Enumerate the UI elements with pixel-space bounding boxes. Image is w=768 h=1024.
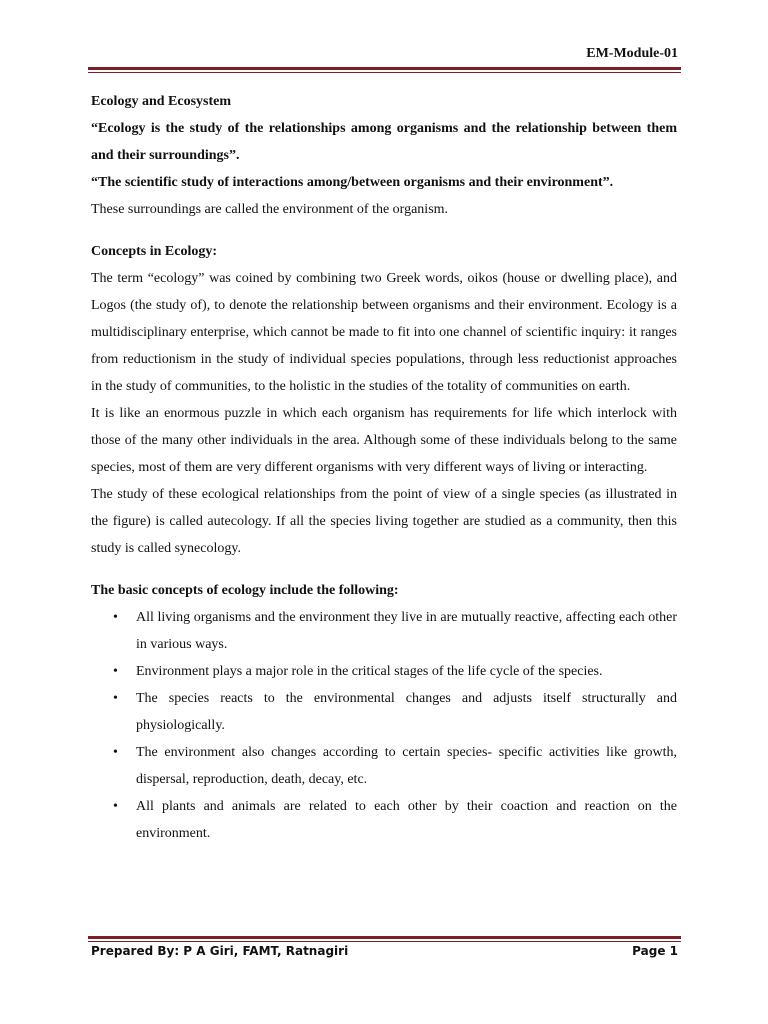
bullet-icon: • (113, 691, 118, 706)
list-item-text: All living organisms and the environment they live in are mutually reactive, affecting each other in various ways. (136, 610, 677, 652)
bullet-icon: • (113, 745, 118, 760)
list-item (91, 604, 677, 658)
definition-1: “Ecology is the study of the relationships among organisms and the relationship between them and their surroundings”. (91, 121, 677, 163)
intro-sentence: These surroundings are called the environment of the organism. (91, 202, 449, 217)
prepared-by: Prepared By: P A Giri, FAMT, Ratnagiri (91, 944, 349, 958)
list-item (91, 685, 677, 739)
document-body (91, 88, 677, 847)
bullet-icon: • (113, 799, 118, 814)
bullet-icon: • (113, 664, 118, 679)
list-item (91, 739, 677, 793)
paragraph-etymology: The term “ecology” was coined by combining two Greek words, oikos (house or dwelling place), and Logos (the study of), to denote the relationship between organisms and their environment. Ecology is a multidisciplinary enterprise, which cannot be made to fit into one channel of scientific inquiry: it ranges from reductionism in the study of individual species populations, through less reductionist approaches in the study of communities, to the holistic in the studies of the totality of communities on earth. (91, 271, 677, 394)
list-item (91, 658, 677, 685)
list-item (91, 793, 677, 847)
page-number: Page 1 (632, 944, 678, 958)
list-item-text: The species reacts to the environmental changes and adjusts itself structurally and physiologically. (136, 691, 677, 733)
document-title: Ecology and Ecosystem (91, 94, 231, 109)
paragraph-puzzle: It is like an enormous puzzle in which each organism has requirements for life which interlock with those of the many other individuals in the area. Although some of these individuals belong to the same species, most of them are very different organisms with very different ways of living or interacting. (91, 406, 677, 475)
concepts-heading: Concepts in Ecology: (91, 244, 217, 259)
module-header: EM-Module-01 (586, 46, 678, 61)
paragraph-autecology: The study of these ecological relationships from the point of view of a single species (as illustrated in the figure) is called autecology. If all the species living together are studied as a community, then this study is called synecology. (91, 487, 677, 556)
basic-concepts-heading: The basic concepts of ecology include the following: (91, 583, 399, 598)
footer-rule (88, 936, 681, 942)
bullet-icon: • (113, 610, 118, 625)
list-item-text: The environment also changes according to certain species- specific activities like growth, dispersal, reproduction, death, decay, etc. (136, 745, 677, 787)
definition-2: “The scientific study of interactions among/between organisms and their environment”. (91, 175, 614, 190)
basic-concepts-list (91, 604, 677, 847)
list-item-text: All plants and animals are related to each other by their coaction and reaction on the environment. (136, 799, 677, 841)
list-item-text: Environment plays a major role in the critical stages of the life cycle of the species. (136, 664, 603, 679)
header-rule (88, 67, 681, 73)
